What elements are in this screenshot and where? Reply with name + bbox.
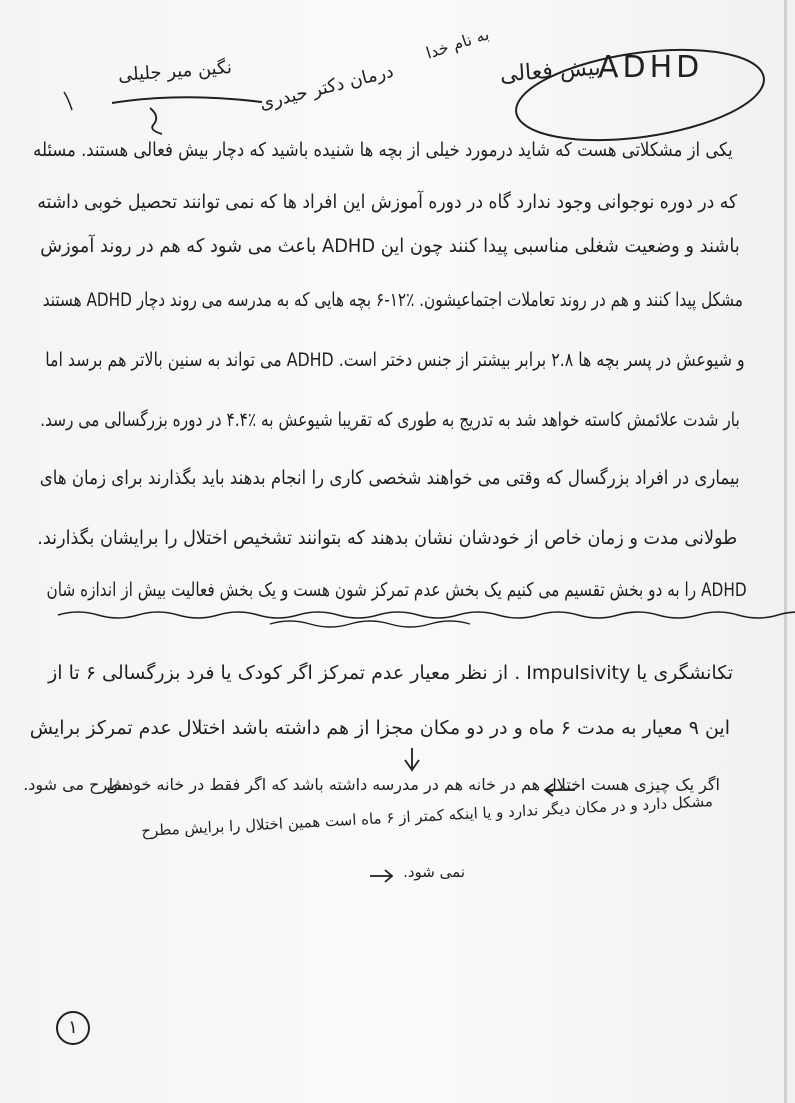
down-arrow <box>405 748 419 770</box>
title-persian: بیش فعالی <box>499 55 602 88</box>
text-line: یکی از مشکلاتی هست که شاید درمورد خیلی از بچه ها شنیده باشید که دچار بیش فعالی هستند. مسئله <box>33 139 733 161</box>
text-line: بار شدت علائمش کاسته خواهد شد به تدریج به طوری که تقریبا شیوعش به ٪۴.۴ در دوره بزرگسالی می رسد. <box>40 409 740 431</box>
author-underline <box>112 97 262 103</box>
author-flourish <box>150 108 162 134</box>
text-line: مشکل پیدا کنند و هم در روند تعاملات اجتماعیشون. ٪۱۲-۶ بچه هایی که به مدرسه می روند دچار ADHD هستند <box>42 289 743 311</box>
text-line: باشند و وضعیت شغلی مناسبی پیدا کنند چون این ADHD باعث می شود که هم در روند آموزش <box>40 235 740 257</box>
wavy-underline <box>58 612 795 618</box>
text-line: طولانی مدت و زمان خاص از خودشان نشان بدهند که بتوانند تشخیص اختلال را برایشان بگذارند. <box>37 527 737 549</box>
wavy-underline-2 <box>270 621 470 627</box>
side-note: مشکل دارد و در مکان دیگر ندارد و یا اینکه کمتر از ۶ ماه است همین اختلال را برایش مطرح <box>140 792 714 840</box>
end-arrow <box>370 870 392 882</box>
text-line: مطرح می شود. <box>23 775 130 794</box>
bismillah-heading: به نام خدا <box>423 24 492 63</box>
page-number: ۱ <box>56 1011 90 1045</box>
text-line: که در دوره نوجوانی وجود ندارد گاه در دوره آموزش این افراد ها که نمی توانند تحصیل خوبی داشته <box>37 191 737 213</box>
text-line-underlined: ADHD را به دو بخش تقسیم می کنیم یک بخش عدم تمرکز شون هست و یک بخش فعالیت بیش از اندازه شان <box>46 579 747 601</box>
text-line: تکانشگری یا Impulsivity . از نظر معیار عدم تمرکز اگر کودک یا فرد بزرگسالی ۶ تا از <box>48 662 733 684</box>
side-note: نمی شود. <box>403 863 465 881</box>
text-line: و شیوعش در پسر بچه ها ۲.۸ برابر بیشتر از جنس دختر است. ADHD می تواند به سنین بالاتر هم برسد اما <box>45 349 745 371</box>
text-line: بیماری در افراد بزرگسال که وقتی می خواهند شخصی کاری را انجام بدهند باید بگذارند برای زمان های <box>40 467 740 489</box>
text-line: این ۹ معیار به مدت ۶ ماه و در دو مکان مجزا از هم داشته باشد اختلال عدم تمرکز برایش <box>29 717 730 739</box>
treatment-heading: درمان دکتر حیدری <box>257 60 396 115</box>
margin-mark <box>64 92 72 110</box>
author-name: نگین میر جلیلی <box>117 57 233 86</box>
title-english: ADHD <box>598 50 704 85</box>
side-note: اگر یک چیزی هست اختلال هم در خانه هم در مدرسه داشته باشد که اگر فقط در خانه خودش <box>106 775 720 794</box>
